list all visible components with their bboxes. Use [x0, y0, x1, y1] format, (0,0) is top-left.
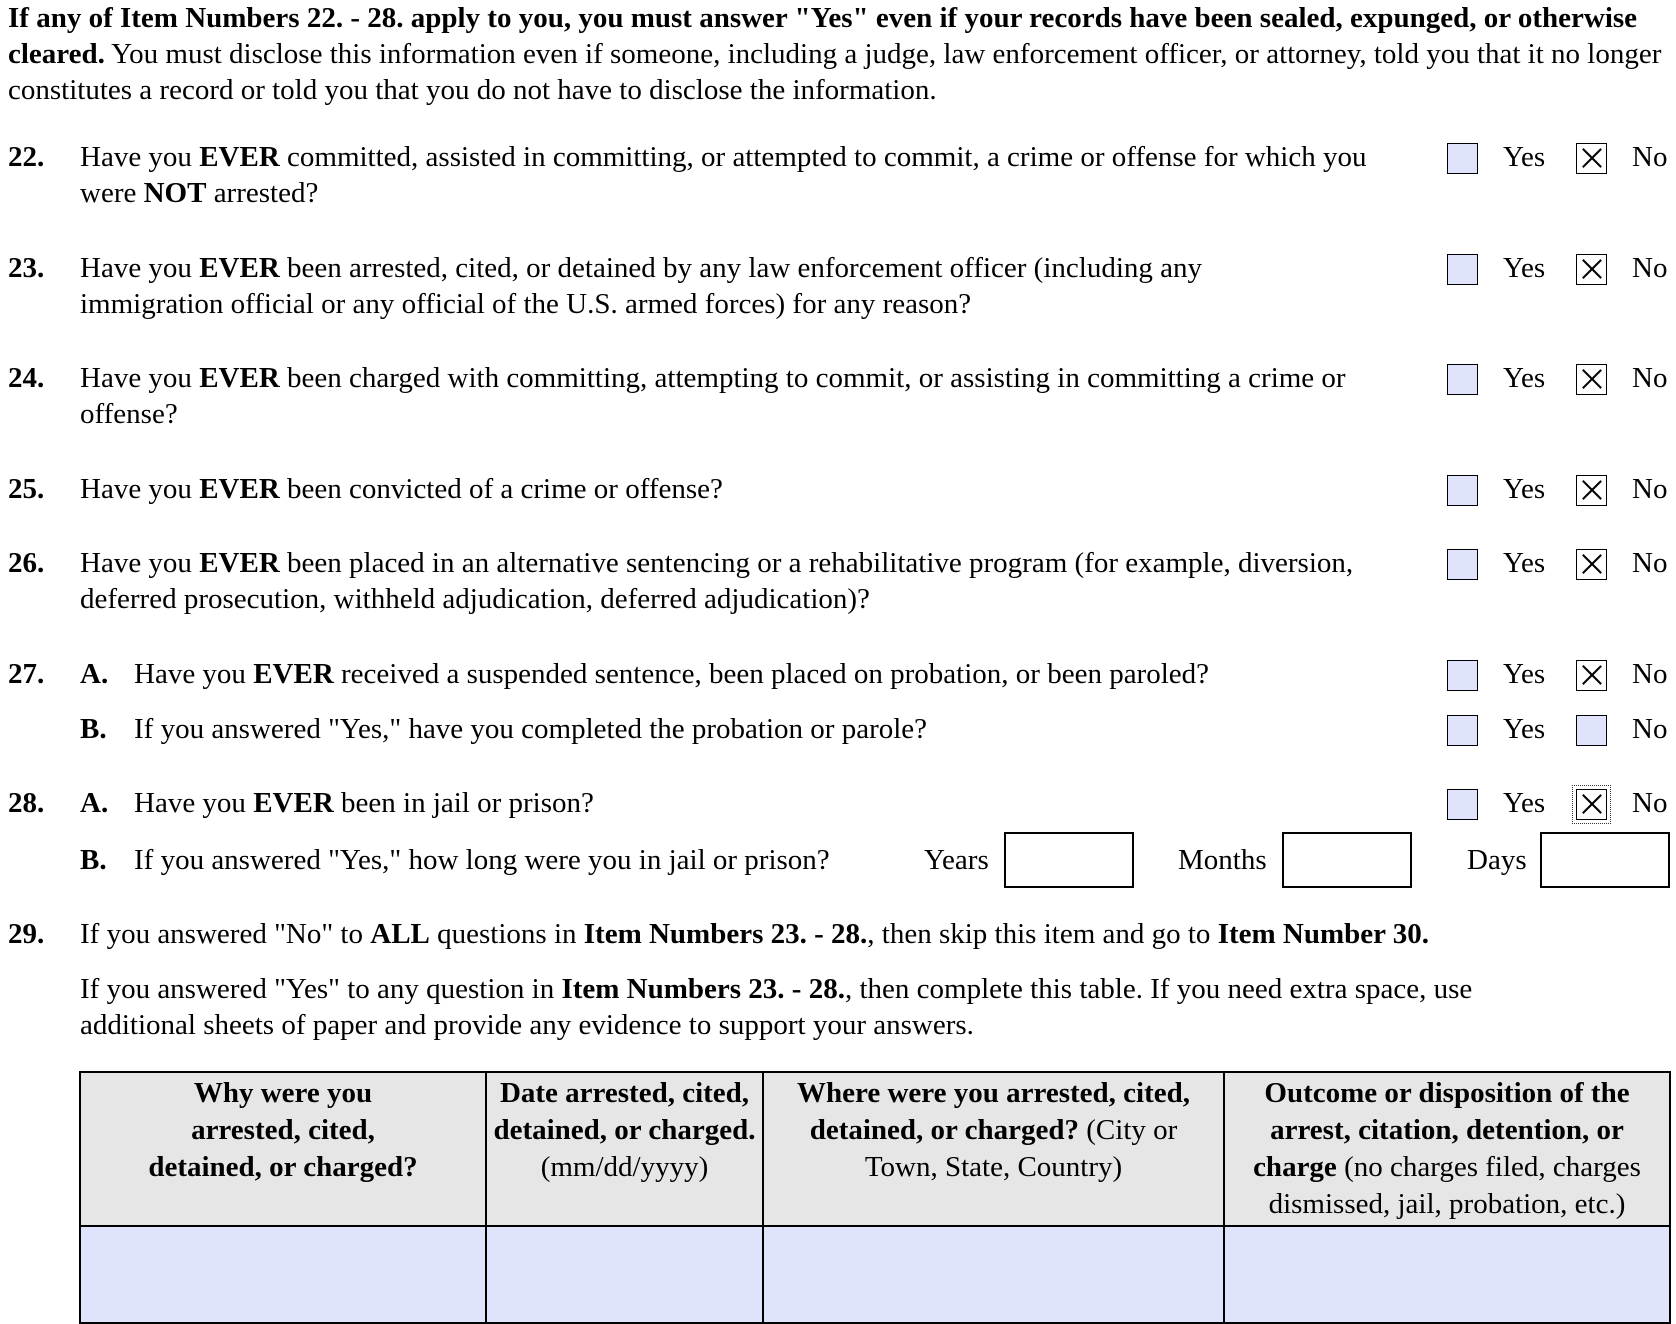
q28a-text-2: been in jail or prison? [333, 787, 594, 819]
column-header-outcome-text: Outcome or disposition of the arrest, citation, detention, or charge [1253, 1077, 1630, 1183]
item-26-number: 26. [8, 547, 45, 579]
item-27b-question: If you answered "Yes," have you completed the probation or parole? [134, 713, 928, 745]
q28a-text-1: Have you [134, 787, 254, 819]
item-28b-letter: B. [80, 844, 107, 876]
column-header-where-hint: (City or Town, State, Country) [864, 1114, 1178, 1183]
q27a-emphasis-1: EVER [253, 658, 334, 690]
months-label: Months [1178, 844, 1267, 876]
item-28b-question: If you answered "Yes," how long were you in jail or prison? [134, 844, 830, 876]
item-27a-no-label: No [1632, 658, 1668, 690]
item-23-yes-checkbox[interactable] [1447, 254, 1478, 285]
instructions-bold: If any of Item Numbers 22. - 28. apply to you, you must answer "Yes" even if your records have been sealed, expunged, or otherwise cleared. [8, 2, 1638, 70]
q24-text-1: Have you [80, 362, 200, 394]
q29-p2-text-2: , then complete this table. If you need extra space, use additional sheets of paper and provide any evidence to support your answers. [80, 973, 1473, 1041]
q24-text-2: been charged with committing, attempting to commit, or assisting in committing a crime or offense? [80, 362, 1346, 430]
q23-text-2: been arrested, cited, or detained by any law enforcement officer (including any immigration official or any official of the U.S. armed forces) for any reason? [80, 252, 1203, 320]
item-27b-no-label: No [1632, 713, 1668, 745]
item-26-no-checkbox[interactable] [1576, 549, 1607, 580]
q29-p2-text-1: If you answered "Yes" to any question in [80, 973, 562, 1005]
column-header-outcome [1224, 1072, 1670, 1226]
item-26-yes-checkbox[interactable] [1447, 549, 1478, 580]
q25-text-1: Have you [80, 473, 200, 505]
item-27a-letter: A. [80, 658, 109, 690]
item-25-number: 25. [8, 473, 45, 505]
where-cell-input[interactable] [763, 1226, 1224, 1323]
q22-emphasis-2: NOT [143, 177, 207, 209]
item-22-no-checkbox[interactable] [1576, 143, 1607, 174]
item-28-number: 28. [8, 787, 45, 819]
item-24-yes-checkbox[interactable] [1447, 364, 1478, 395]
q29-p1-bold-1: ALL [370, 918, 430, 950]
column-header-date [486, 1072, 763, 1226]
item-23-no-checkbox[interactable] [1576, 254, 1607, 285]
item-29-instruction-2 [80, 971, 1580, 1043]
item-29-number: 29. [8, 918, 45, 950]
item-28a-letter: A. [80, 787, 109, 819]
item-27b-yes-label: Yes [1503, 713, 1546, 745]
q29-p1-text-2: questions in [429, 918, 584, 950]
item-27-number: 27. [8, 658, 45, 690]
q27a-text-1: Have you [134, 658, 254, 690]
item-23-yes-label: Yes [1503, 252, 1546, 284]
item-25-no-label: No [1632, 473, 1668, 505]
column-header-where [763, 1072, 1224, 1226]
item-27a-yes-checkbox[interactable] [1447, 660, 1478, 691]
item-24-number: 24. [8, 362, 45, 394]
column-header-date-text: Date arrested, cited, detained, or charged. [493, 1077, 756, 1146]
q25-emphasis-1: EVER [199, 473, 280, 505]
item-22-yes-checkbox[interactable] [1447, 143, 1478, 174]
item-28a-no-checkbox[interactable] [1576, 789, 1607, 820]
q29-p1-text-1: If you answered "No" to [80, 918, 371, 950]
item-25-yes-label: Yes [1503, 473, 1546, 505]
item-24-yes-label: Yes [1503, 362, 1546, 394]
item-24-no-label: No [1632, 362, 1668, 394]
item-28a-yes-checkbox[interactable] [1447, 789, 1478, 820]
q22-emphasis-1: EVER [199, 141, 280, 173]
q26-text-2: been placed in an alternative sentencing or a rehabilitative program (for example, diversion, deferred prosecution, withheld adjudication, deferred adjudication)? [80, 547, 1354, 615]
q22-text-2: committed, assisted in committing, or attempted to commit, a crime or offense for which you were [80, 141, 1367, 209]
q24-emphasis-1: EVER [199, 362, 280, 394]
column-header-why [80, 1072, 486, 1226]
column-header-why-text: Why were you arrested, cited, detained, or charged? [148, 1077, 418, 1183]
column-header-where-text: Where were you arrested, cited, detained, or charged? [796, 1077, 1190, 1146]
item-23-number: 23. [8, 252, 45, 284]
date-cell-input[interactable] [486, 1226, 763, 1323]
item-27b-yes-checkbox[interactable] [1447, 715, 1478, 746]
column-header-outcome-hint: (no charges filed, charges dismissed, jail, probation, etc.) [1268, 1151, 1641, 1220]
q22-text-3: arrested? [206, 177, 319, 209]
q27a-text-2: received a suspended sentence, been placed on probation, or been paroled? [333, 658, 1210, 690]
q29-p2-bold-1: Item Numbers 23. - 28. [561, 973, 845, 1005]
item-27b-letter: B. [80, 713, 107, 745]
item-28a-yes-label: Yes [1503, 787, 1546, 819]
q29-p1-bold-2: Item Numbers 23. - 28. [583, 918, 868, 950]
q23-emphasis-1: EVER [199, 252, 280, 284]
months-input[interactable] [1282, 832, 1412, 888]
years-input[interactable] [1004, 832, 1134, 888]
item-22-yes-label: Yes [1503, 141, 1546, 173]
item-23-question [80, 250, 1310, 322]
why-cell-input[interactable] [80, 1226, 486, 1323]
days-label: Days [1467, 844, 1527, 876]
q25-text-2: been convicted of a crime or offense? [279, 473, 723, 505]
disposition-table [79, 1071, 1671, 1324]
item-27a-question [134, 656, 1394, 692]
q29-p1-text-3: , then skip this item and go to [867, 918, 1218, 950]
item-22-number: 22. [8, 141, 45, 173]
days-input[interactable] [1540, 832, 1670, 888]
q26-text-1: Have you [80, 547, 200, 579]
q22-text-1: Have you [80, 141, 200, 173]
item-25-no-checkbox[interactable] [1576, 475, 1607, 506]
item-24-question [80, 360, 1410, 432]
instructions-text: You must disclose this information even if someone, including a judge, law enforcement officer, or attorney, told you that it no longer constitutes a record or told you that you do not have to disclose the information. [8, 38, 1662, 106]
item-27a-no-checkbox[interactable] [1576, 660, 1607, 691]
item-26-yes-label: Yes [1503, 547, 1546, 579]
q28a-emphasis-1: EVER [253, 787, 334, 819]
item-27a-yes-label: Yes [1503, 658, 1546, 690]
instructions-paragraph [8, 0, 1668, 108]
column-header-date-format: (mm/dd/yyyy) [540, 1151, 709, 1183]
years-label: Years [924, 844, 989, 876]
item-24-no-checkbox[interactable] [1576, 364, 1607, 395]
q23-text-1: Have you [80, 252, 200, 284]
table-row [80, 1226, 1670, 1323]
item-26-no-label: No [1632, 547, 1668, 579]
item-25-question [80, 471, 1410, 507]
item-29-instruction-1 [80, 916, 1660, 952]
q29-p1-bold-3: Item Number 30. [1217, 918, 1429, 950]
item-23-no-label: No [1632, 252, 1668, 284]
item-26-question [80, 545, 1370, 617]
item-28a-question [134, 785, 1394, 821]
item-28a-no-label: No [1632, 787, 1668, 819]
q26-emphasis-1: EVER [199, 547, 280, 579]
item-22-question [80, 139, 1400, 211]
item-22-no-label: No [1632, 141, 1668, 173]
outcome-cell-input[interactable] [1224, 1226, 1670, 1323]
item-27b-no-checkbox[interactable] [1576, 715, 1607, 746]
item-25-yes-checkbox[interactable] [1447, 475, 1478, 506]
